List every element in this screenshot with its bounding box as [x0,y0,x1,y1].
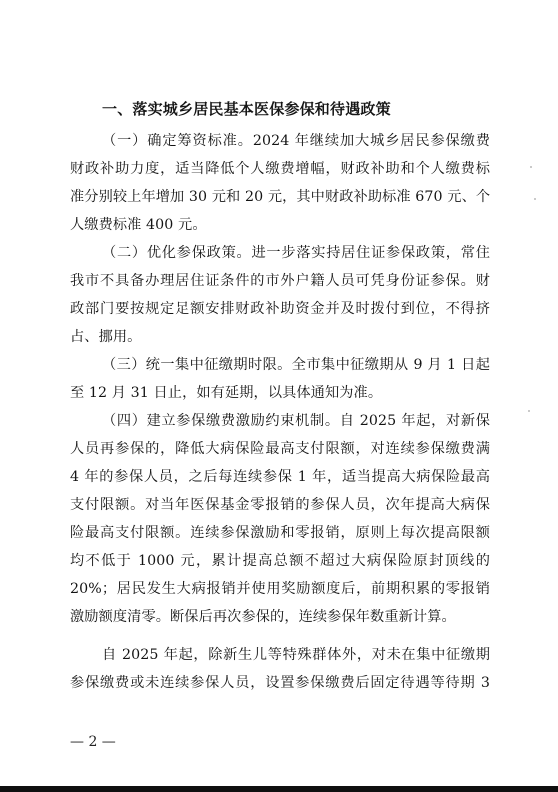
scan-speck [528,410,530,412]
paragraph-line: 人员再参保的，降低大病保险最高支付限额，对连续参保缴费满 [70,441,490,457]
paragraph-line: （三）统一集中征缴期时限。全市集中征缴期从 9 月 1 日起 [102,357,490,373]
scan-bottom-edge [0,786,558,792]
paragraph-line: 财政补助力度，适当降低个人缴费增幅，财政补助和个人缴费标 [70,161,490,177]
paragraph-line: （四）建立参保缴费激励约束机制。自 2025 年起，对新保 [102,413,490,429]
paragraph-line: 均不低于 1000 元，累计提高总额不超过大病保险原封顶线的 [70,553,490,569]
paragraph-line: 我市不具备办理居住证条件的市外户籍人员可凭身份证参保。财 [70,273,490,289]
paragraph-line: （二）优化参保政策。进一步落实持居住证参保政策，常住 [102,245,490,261]
paragraph-line: 政部门要按规定足额安排财政补助资金并及时拨付到位，不得挤 [70,301,490,317]
paragraph-line: 激励额度清零。断保后再次参保的，连续参保年数重新计算。 [70,609,456,625]
paragraph-line: 20%；居民发生大病报销并使用奖励额度后，前期积累的零报销 [70,581,490,597]
paragraph-line: 自 2025 年起，除新生儿等特殊群体外，对未在集中征缴期 [102,647,490,663]
paragraph-line: 至 12 月 31 日止，如有延期，以具体通知为准。 [70,385,383,401]
paragraph-line: 险最高支付限额。连续参保激励和零报销，原则上每次提高限额 [70,525,490,541]
paragraph-line: （一）确定筹资标准。2024 年继续加大城乡居民参保缴费 [102,133,490,149]
paragraph-line: 支付限额。对当年医保基金零报销的参保人员，次年提高大病保 [70,497,490,513]
paragraph-line: 人缴费标准 400 元。 [70,217,207,233]
paragraph-line: 参保缴费或未连续参保人员，设置参保缴费后固定待遇等待期 3 [70,675,490,691]
scan-speck [534,198,536,200]
scan-speck [530,166,532,168]
paragraph-line: 占、挪用。 [70,329,142,345]
page-number: — 2 — [70,734,116,750]
paragraph-line: 4 年的参保人员，之后每连续参保 1 年，适当提高大病保险最高 [70,469,490,485]
section-heading: 一、落实城乡居民基本医保参保和待遇政策 [102,100,391,118]
paragraph-line: 准分别较上年增加 30 元和 20 元，其中财政补助标准 670 元、个 [70,189,491,205]
